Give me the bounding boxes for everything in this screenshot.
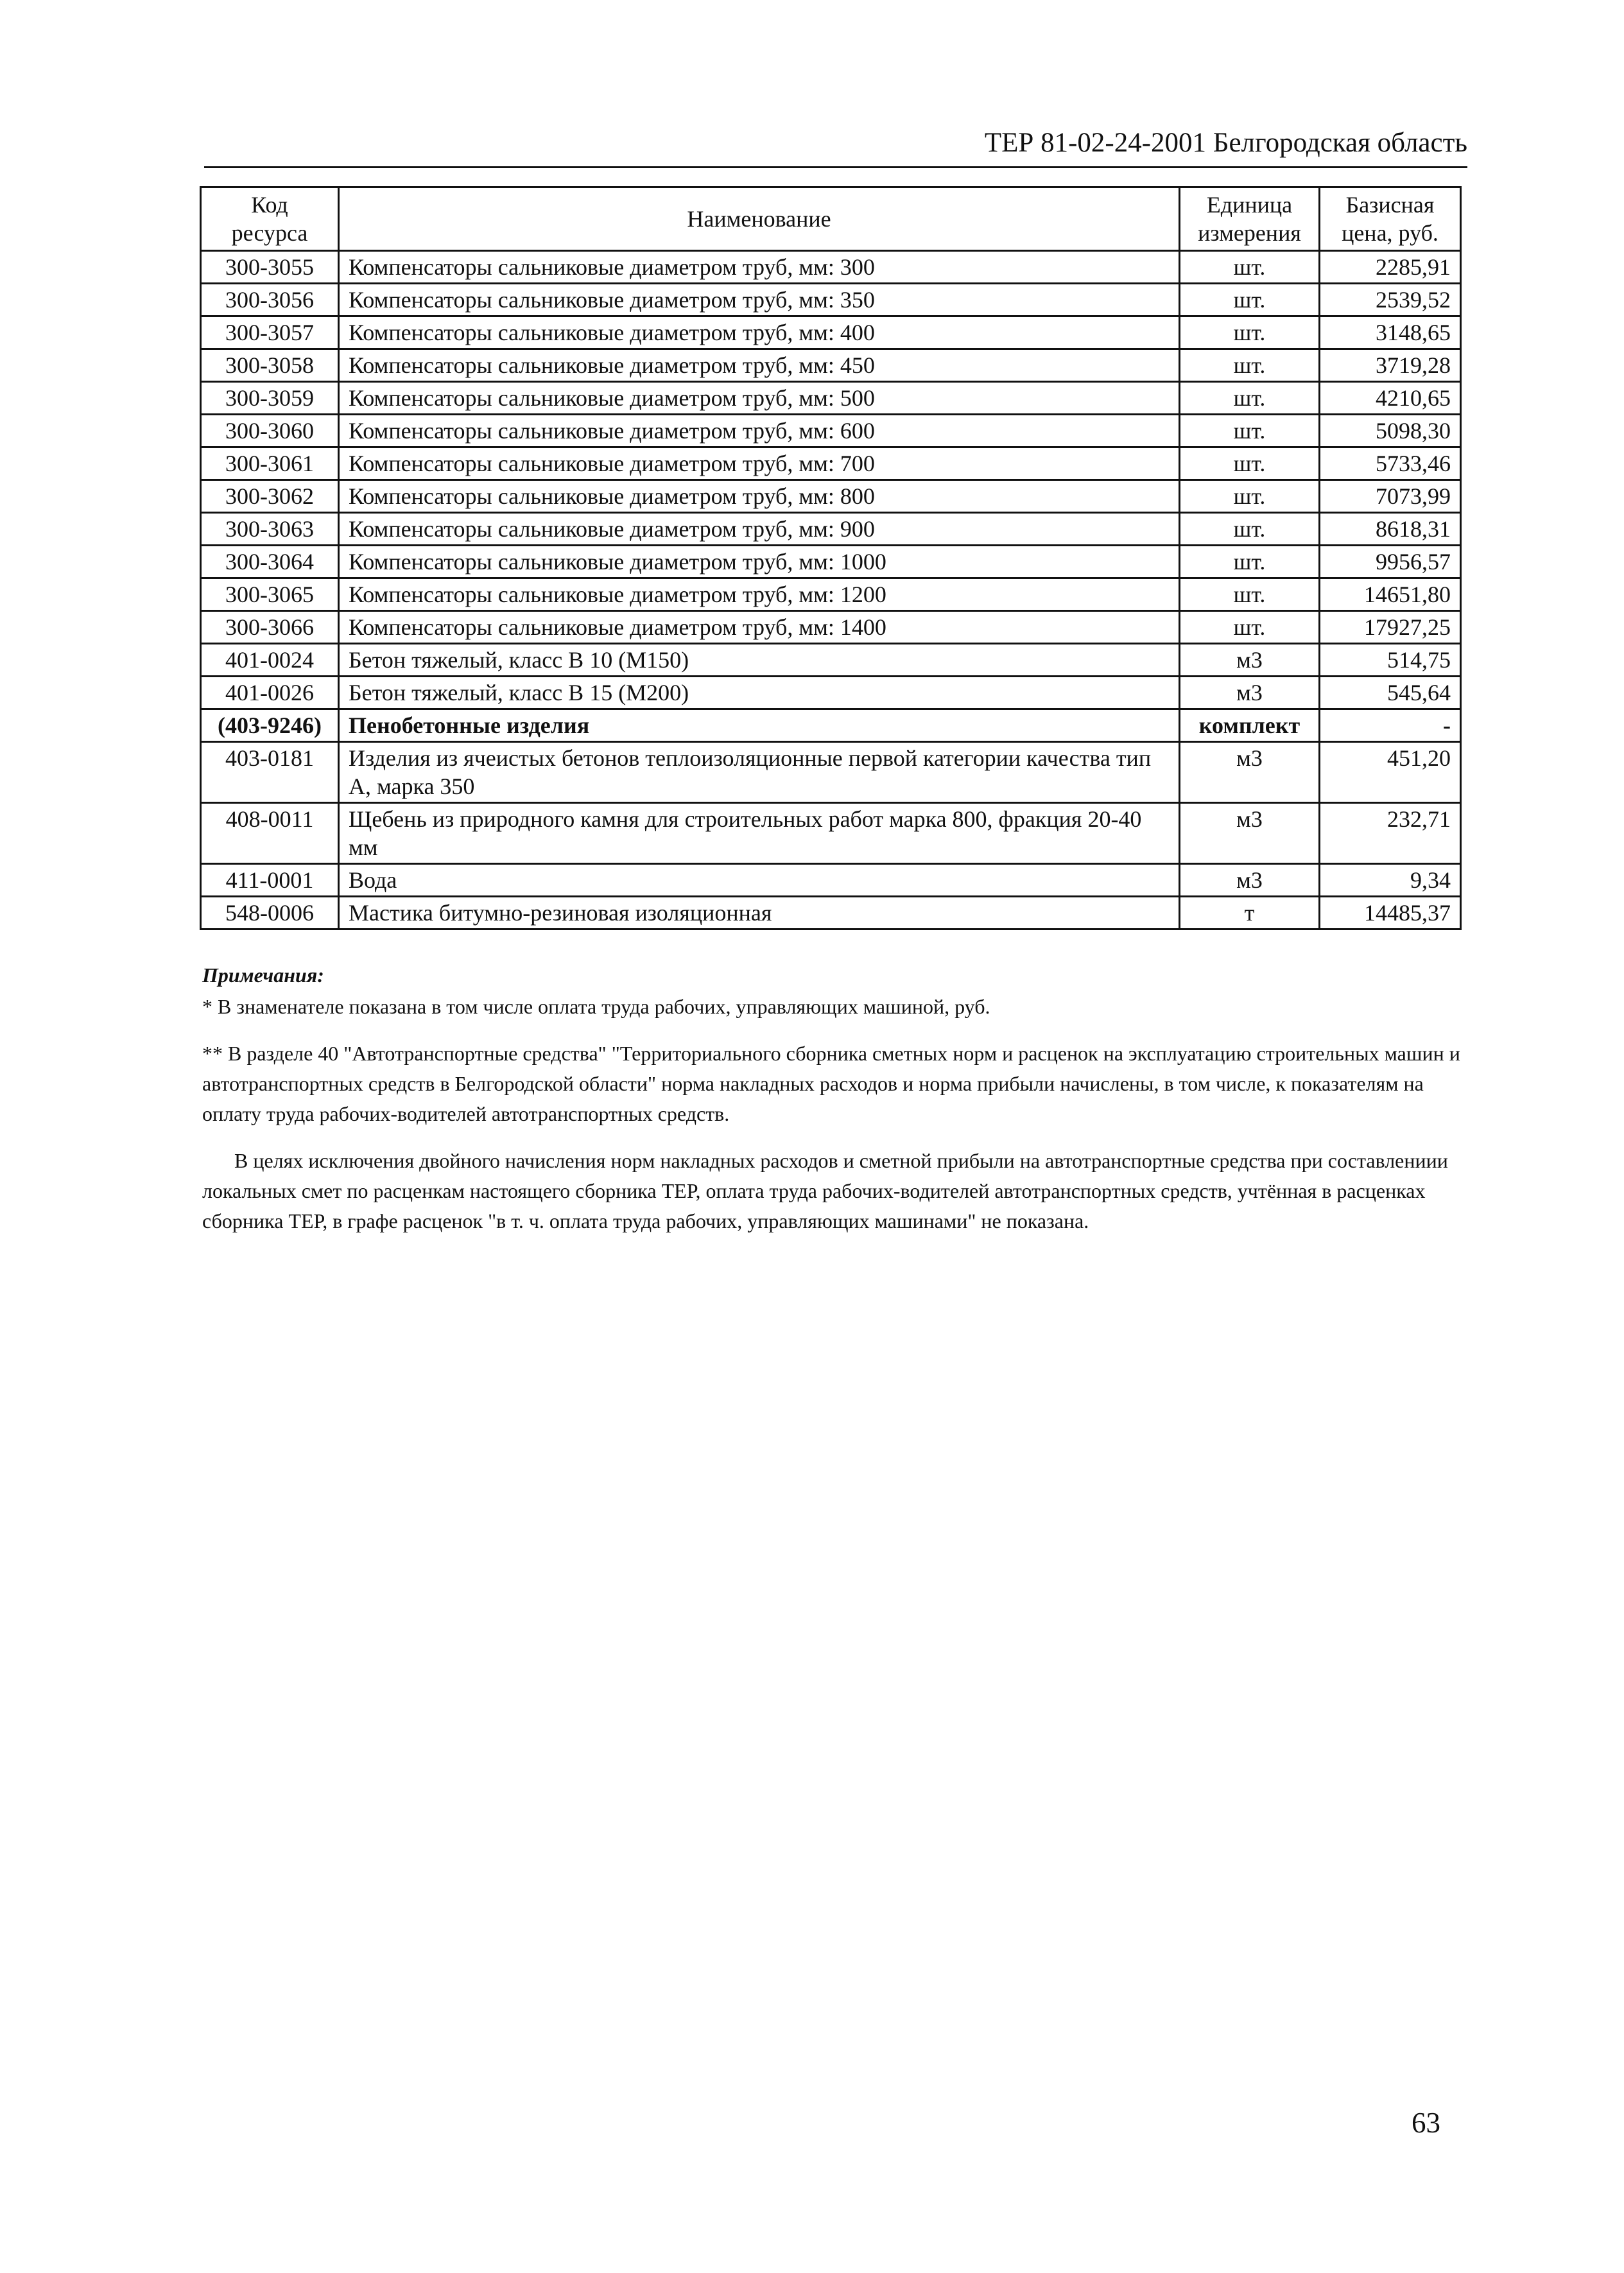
unit-cell: шт. (1180, 284, 1320, 316)
unit-cell: комплект (1180, 709, 1320, 742)
note-2: ** В разделе 40 "Автотранспортные средства" "Территориального сборника сметных норм и расценок на эксплуатацию строительных машин и автотранспортных средств в Белгородской области" норма накладных расходов и норма прибыли начислены, в том числе, к показателям на оплату труда рабочих-водителей автотранспортных средств. (202, 1042, 1460, 1125)
header-price (1320, 187, 1461, 251)
resource-name-cell: Вода (339, 864, 1180, 897)
resource-name-cell: Компенсаторы сальниковые диаметром труб, мм: 450 (339, 349, 1180, 382)
resource-code-cell: 300-3063 (201, 513, 339, 546)
header-rule (204, 166, 1467, 168)
unit-cell: шт. (1180, 251, 1320, 284)
table-row (201, 316, 1461, 349)
resource-name-cell: Компенсаторы сальниковые диаметром труб, мм: 700 (339, 447, 1180, 480)
resource-name-cell: Компенсаторы сальниковые диаметром труб, мм: 400 (339, 316, 1180, 349)
header-price-label: Базисная цена, руб. (1342, 192, 1438, 246)
unit-cell: шт. (1180, 611, 1320, 644)
price-cell: - (1320, 709, 1461, 742)
unit-cell: м3 (1180, 677, 1320, 709)
resource-code-cell: 300-3056 (201, 284, 339, 316)
price-cell: 5098,30 (1320, 415, 1461, 447)
header-code (201, 187, 339, 251)
unit-cell: шт. (1180, 316, 1320, 349)
resource-code-cell: 300-3055 (201, 251, 339, 284)
page-number: 63 (1412, 2107, 1440, 2139)
price-cell: 8618,31 (1320, 513, 1461, 546)
table-header-row (201, 187, 1461, 251)
resource-name-cell: Компенсаторы сальниковые диаметром труб, мм: 350 (339, 284, 1180, 316)
table-row (201, 864, 1461, 897)
resource-code-cell: 300-3064 (201, 546, 339, 578)
unit-cell: шт. (1180, 382, 1320, 415)
resource-name-cell: Пенобетонные изделия (339, 709, 1180, 742)
unit-cell: м3 (1180, 803, 1320, 864)
resource-code-cell: 401-0026 (201, 677, 339, 709)
resource-code-cell: 300-3062 (201, 480, 339, 513)
notes-section (202, 960, 1460, 1236)
resource-name-cell: Компенсаторы сальниковые диаметром труб, мм: 1400 (339, 611, 1180, 644)
table-row (201, 546, 1461, 578)
table-row (201, 611, 1461, 644)
resource-name-cell: Изделия из ячеистых бетонов теплоизоляционные первой категории качества тип А, марка 350 (339, 742, 1180, 803)
price-cell: 232,71 (1320, 803, 1461, 864)
unit-cell: м3 (1180, 742, 1320, 803)
table-row (201, 644, 1461, 677)
resource-code-cell: 548-0006 (201, 897, 339, 929)
header-unit (1180, 187, 1320, 251)
resource-name-cell: Компенсаторы сальниковые диаметром труб, мм: 600 (339, 415, 1180, 447)
price-cell: 14485,37 (1320, 897, 1461, 929)
header-name-label: Наименование (687, 206, 831, 232)
resource-code-cell: 300-3060 (201, 415, 339, 447)
unit-cell: шт. (1180, 447, 1320, 480)
table-row (201, 415, 1461, 447)
table-row (201, 382, 1461, 415)
resource-name-cell: Компенсаторы сальниковые диаметром труб, мм: 1000 (339, 546, 1180, 578)
price-cell: 9,34 (1320, 864, 1461, 897)
unit-cell: шт. (1180, 415, 1320, 447)
resource-code-cell: 300-3061 (201, 447, 339, 480)
table-row (201, 251, 1461, 284)
table-row (201, 480, 1461, 513)
table-row (201, 803, 1461, 864)
note-1: * В знаменателе показана в том числе оплата труда рабочих, управляющих машиной, руб. (202, 995, 990, 1018)
price-cell: 545,64 (1320, 677, 1461, 709)
unit-cell: шт. (1180, 480, 1320, 513)
resource-name-cell: Бетон тяжелый, класс В 15 (М200) (339, 677, 1180, 709)
resource-code-cell: 300-3057 (201, 316, 339, 349)
resource-code-cell: 401-0024 (201, 644, 339, 677)
header-code-label: Код ресурса (231, 192, 308, 246)
notes-heading: Примечания: (202, 964, 324, 987)
table-row (201, 709, 1461, 742)
header-name (339, 187, 1180, 251)
price-cell: 14651,80 (1320, 578, 1461, 611)
resource-name-cell: Мастика битумно-резиновая изоляционная (339, 897, 1180, 929)
header-unit-label: Единица измерения (1198, 192, 1301, 246)
table-row (201, 447, 1461, 480)
unit-cell: шт. (1180, 546, 1320, 578)
table-row (201, 513, 1461, 546)
resource-code-cell: 300-3058 (201, 349, 339, 382)
price-cell: 514,75 (1320, 644, 1461, 677)
resource-name-cell: Щебень из природного камня для строительных работ марка 800, фракция 20-40 мм (339, 803, 1180, 864)
resource-code-cell: 411-0001 (201, 864, 339, 897)
price-cell: 9956,57 (1320, 546, 1461, 578)
resource-name-cell: Бетон тяжелый, класс В 10 (М150) (339, 644, 1180, 677)
price-cell: 7073,99 (1320, 480, 1461, 513)
note-3: В целях исключения двойного начисления норм накладных расходов и сметной прибыли на автотранспортные средства при составлениии локальных смет по расценкам настоящего сборника ТЕР, оплата труда рабочих-водителей автотранспортных средств, учтённая в расценках сборника ТЕР, в графе расценок "в т. ч. оплата труда рабочих, управляющих машинами" не показана. (202, 1149, 1448, 1232)
price-cell: 17927,25 (1320, 611, 1461, 644)
unit-cell: шт. (1180, 349, 1320, 382)
resource-name-cell: Компенсаторы сальниковые диаметром труб, мм: 900 (339, 513, 1180, 546)
resource-code-cell: 300-3059 (201, 382, 339, 415)
unit-cell: м3 (1180, 644, 1320, 677)
resource-name-cell: Компенсаторы сальниковые диаметром труб, мм: 800 (339, 480, 1180, 513)
price-cell: 2539,52 (1320, 284, 1461, 316)
unit-cell: м3 (1180, 864, 1320, 897)
resource-price-table (200, 186, 1462, 930)
unit-cell: шт. (1180, 578, 1320, 611)
resource-name-cell: Компенсаторы сальниковые диаметром труб, мм: 500 (339, 382, 1180, 415)
table-row (201, 284, 1461, 316)
resource-code-cell: 300-3065 (201, 578, 339, 611)
price-cell: 3148,65 (1320, 316, 1461, 349)
resource-code-cell: 408-0011 (201, 803, 339, 864)
unit-cell: шт. (1180, 513, 1320, 546)
unit-cell: т (1180, 897, 1320, 929)
resource-code-cell: 300-3066 (201, 611, 339, 644)
price-cell: 5733,46 (1320, 447, 1461, 480)
price-cell: 3719,28 (1320, 349, 1461, 382)
resource-code-cell: (403-9246) (201, 709, 339, 742)
table-row (201, 349, 1461, 382)
table-row (201, 578, 1461, 611)
table-body (201, 251, 1461, 929)
table-row (201, 897, 1461, 929)
document-header-title: ТЕР 81-02-24-2001 Белгородская область (984, 128, 1467, 158)
resource-code-cell: 403-0181 (201, 742, 339, 803)
price-cell: 451,20 (1320, 742, 1461, 803)
resource-name-cell: Компенсаторы сальниковые диаметром труб, мм: 1200 (339, 578, 1180, 611)
price-cell: 4210,65 (1320, 382, 1461, 415)
table-row (201, 677, 1461, 709)
table-row (201, 742, 1461, 803)
price-cell: 2285,91 (1320, 251, 1461, 284)
resource-name-cell: Компенсаторы сальниковые диаметром труб, мм: 300 (339, 251, 1180, 284)
